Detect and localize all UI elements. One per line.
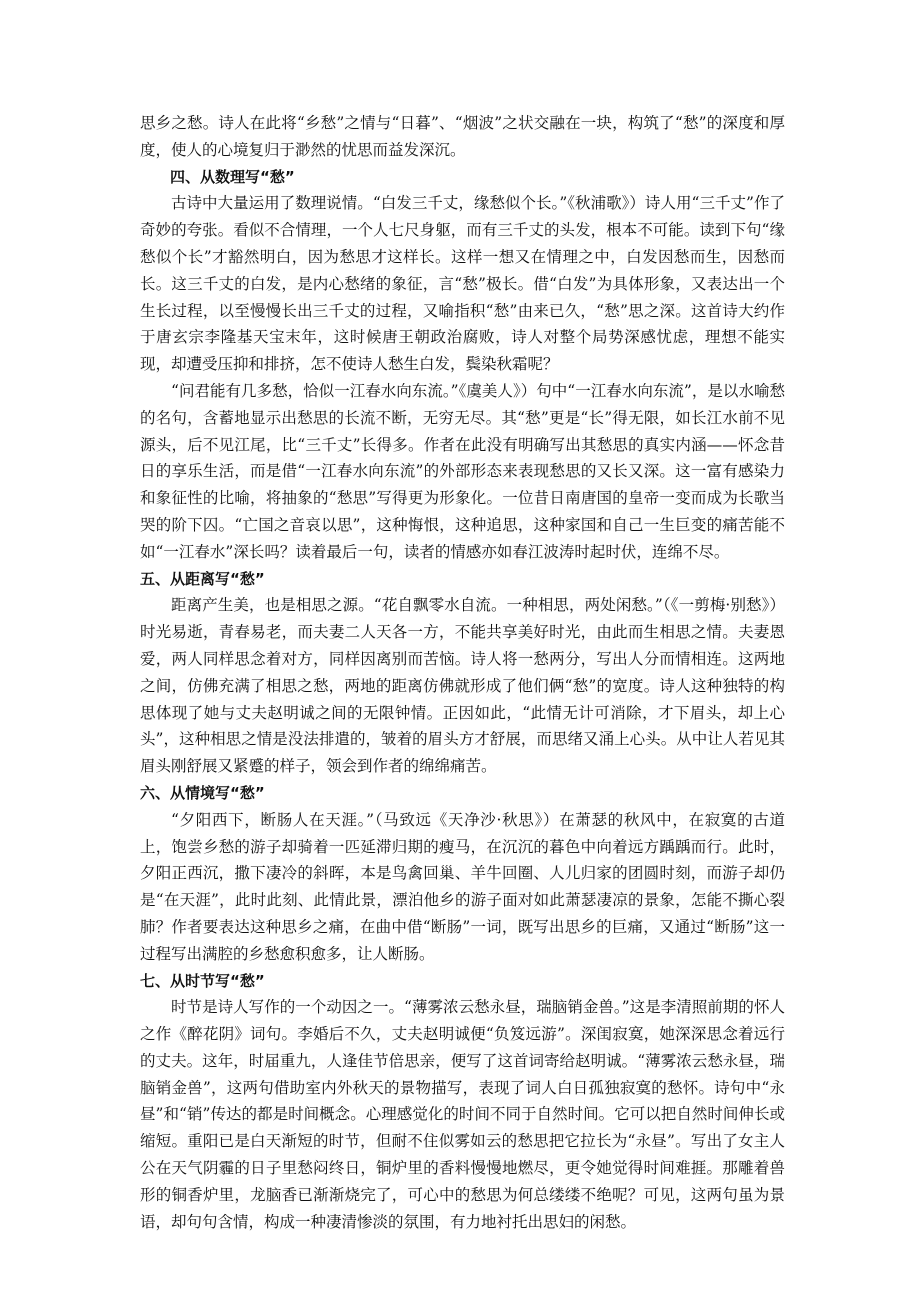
paragraph-section7: 时节是诗人写作的一个动因之一。“薄雾浓云愁永昼，瑞脑销金兽。”这是李清照前期的怀人之作《醉花阴》词句。李婚后不久，丈夫赵明诚便“负笈远游”。深闺寂寞，她深深思念着远行的丈夫。这年，时届重九，人逢佳节倍思亲，便写了这首词寄给赵明诚。“薄雾浓云愁永昼，瑞脑销金兽”，这两句借助室内外秋天的景物描写，表现了词人白日孤独寂寞的愁怀。诗句中“永昼”和“销”传达的都是时间概念。心理感觉化的时间不同于自然时间。它可以把自然时间伸长或缩短。重阳已是白天渐短的时节，但耐不住似雾如云的愁思把它拉长为“永昼”。写出了女主人公在天气阴霾的日子里愁闷终日，铜炉里的香料慢慢地燃尽，更令她觉得时间难捱。那雕着兽形的铜香炉里，龙脑香已渐渐烧完了，可心中的愁思为何总缕缕不绝呢？可见，这两句虽为景语，却句句含情，构成一种凄清惨淡的氛围，有力地衬托出思妇的闲愁。 <box>140 998 785 1231</box>
paragraph-section4-a: 古诗中大量运用了数理说情。“白发三千丈，缘愁似个长。”《秋浦歌》）诗人用“三千丈”作了奇妙的夸张。看似不合情理，一个人七尺身躯，而有三千丈的头发，根本不可能。读到下句“缘愁似个长”才豁然明白，因为愁思才这样长。这样一想又在情理之中，白发因愁而生，因愁而长。这三千丈的白发，是内心愁绪的象征，言“愁”极长。借“白发”为具体形象，又表达出一个生长过程，以至慢慢长出三千丈的过程，又喻指积“愁”由来已久，“愁”思之深。这首诗大约作于唐玄宗李隆基天宝末年，这时候唐王朝政治腐败，诗人对整个局势深感忧虑，理想不能实现，却遭受压抑和排挤，怎不使诗人愁生白发，鬓染秋霜呢？ <box>140 194 785 374</box>
section-heading-5: 五、从距离写“愁” <box>140 569 265 588</box>
paragraph-section4-b: “问君能有几多愁，恰似一江春水向东流。”《虞美人》）句中“一江春水向东流”，是以水喻愁的名句，含蓄地显示出愁思的长流不断，无穷无尽。其“愁”更是“长”得无限，如长江水前不见源头，后不见江尾，比“三千丈”长得多。作者在此没有明确写出其愁思的真实内涵——怀念昔日的享乐生活，而是借“一江春水向东流”的外部形态来表现愁思的又长又深。这一富有感染力和象征性的比喻，将抽象的“愁思”写得更为形象化。一位昔日南唐国的皇帝一变而成为长歌当哭的阶下囚。“亡国之音哀以思”，这种悔恨，这种追思，这种家国和自己一生巨变的痛苦能不如“一江春水”深长吗？读着最后一句，读者的情感亦如春江波涛时起时伏，连绵不尽。 <box>140 381 785 561</box>
paragraph-intro: 思乡之愁。诗人在此将“乡愁”之情与“日暮”、“烟波”之状交融在一块，构筑了“愁”的深度和厚度，使人的心境复归于渺然的忧思而益发深沉。 <box>140 114 785 159</box>
document-page <box>140 110 785 1235</box>
paragraph-section6: “夕阳西下，断肠人在天涯。”（马致远《天净沙·秋思》）在萧瑟的秋风中，在寂寞的古道上，饱尝乡愁的游子却骑着一匹延滞归期的瘦马，在沉沉的暮色中向着远方踽踽而行。此时，夕阳正西沉，撒下凄冷的斜晖，本是鸟禽回巢、羊牛回圈、人儿归家的团圆时刻，而游子却仍是“在天涯”，此时此刻、此情此景，漂泊他乡的游子面对如此萧瑟凄凉的景象，怎能不撕心裂肺？作者要表达这种思乡之痛，在曲中借“断肠”一词，既写出思乡的巨痛，又通过“断肠”这一过程写出满腔的乡愁愈积愈多，让人断肠。 <box>140 810 785 963</box>
section-heading-4: 四、从数理写“愁” <box>170 167 295 186</box>
section-heading-6: 六、从情境写“愁” <box>140 783 265 802</box>
section-heading-7: 七、从时节写“愁” <box>140 971 265 990</box>
paragraph-section5: 距离产生美，也是相思之源。“花自飘零水自流。一种相思，两处闲愁。”（《一剪梅·别愁》）时光易逝，青春易老，而夫妻二人天各一方，不能共享美好时光，由此而生相思之情。夫妻恩爱，两人同样思念着对方，同样因离别而苦恼。诗人将一愁两分，写出人分而情相连。这两地之间，仿佛充满了相思之愁，两地的距离仿佛就形成了他们俩“愁”的宽度。诗人这种独特的构思体现了她与丈夫赵明诚之间的无限钟情。正因如此，“此情无计可消除，才下眉头，却上心头”，这种相思之情是没法排遣的，皱着的眉头方才舒展，而思绪又涌上心头。从中让人若见其眉头刚舒展又紧蹙的样子，领会到作者的绵绵痛苦。 <box>140 596 785 776</box>
